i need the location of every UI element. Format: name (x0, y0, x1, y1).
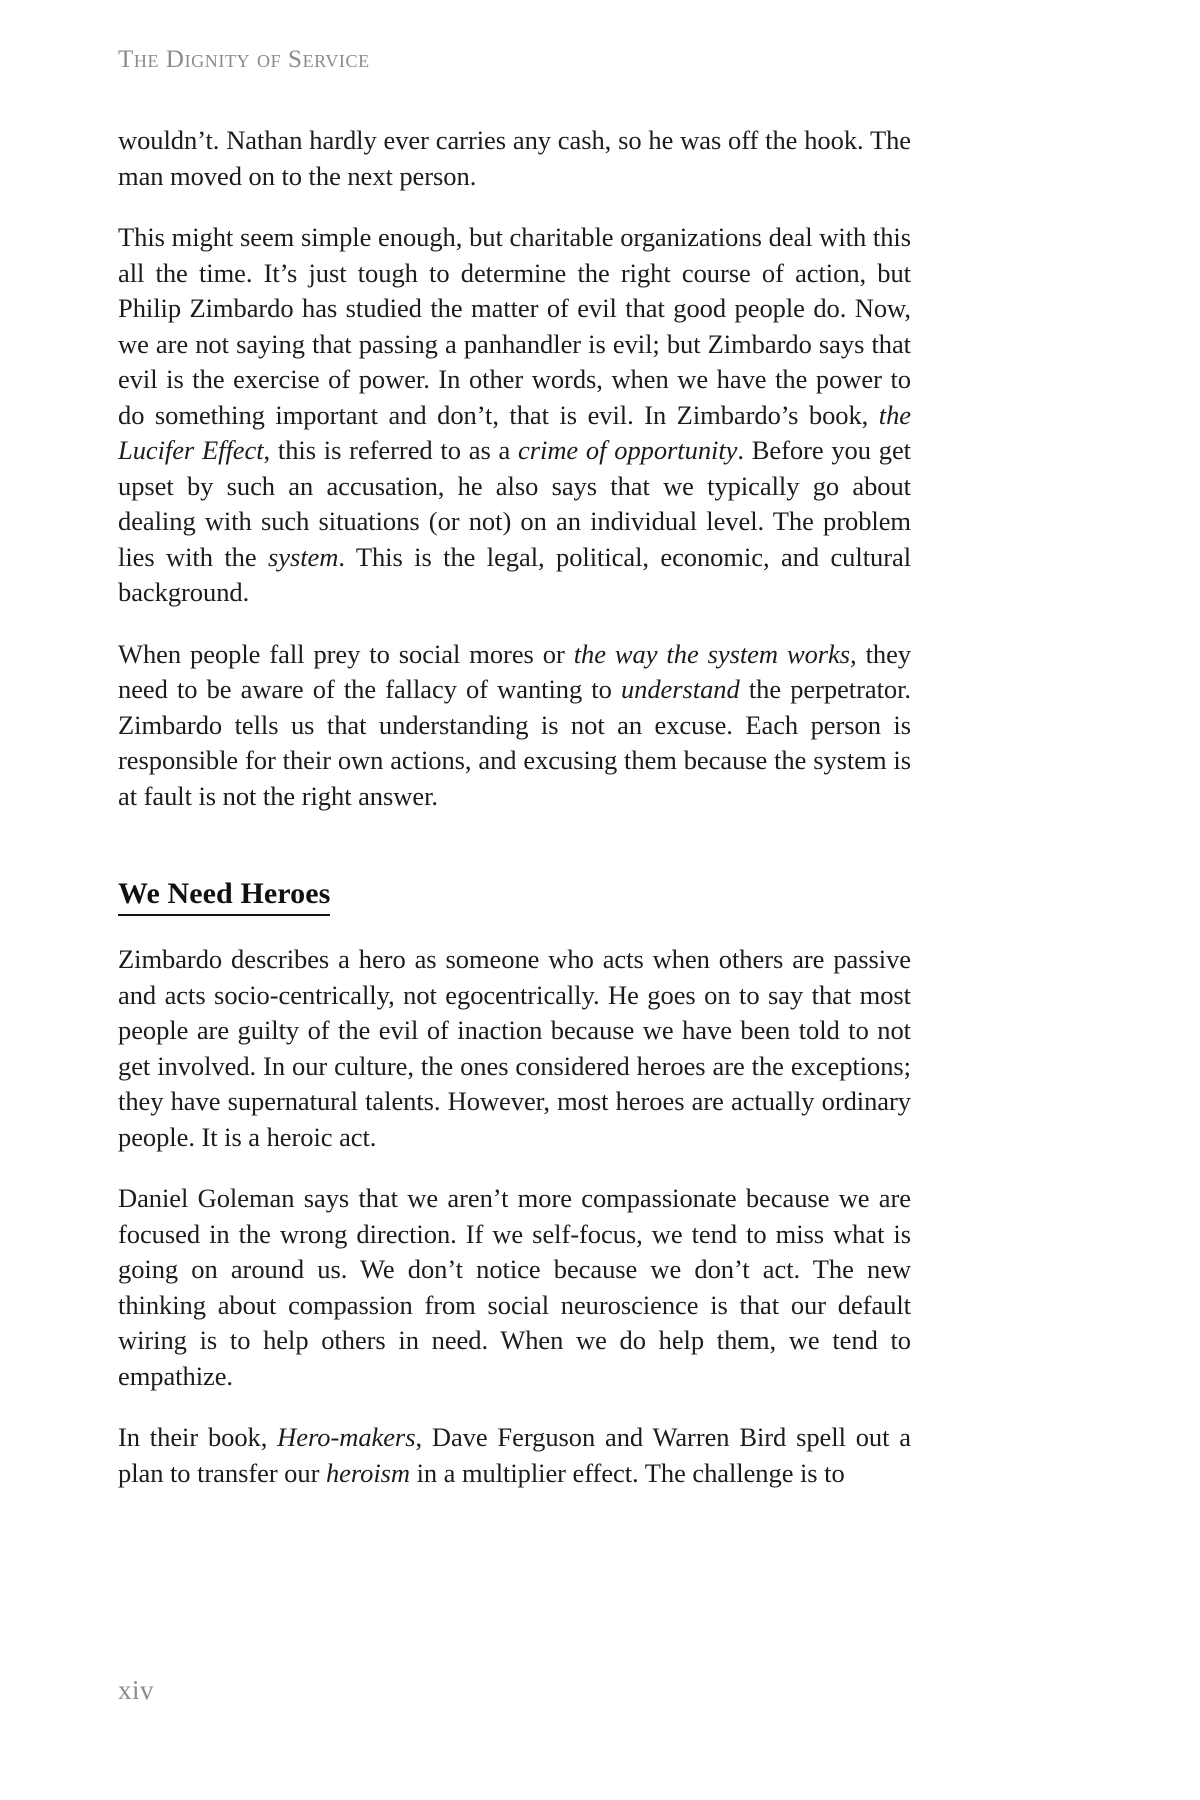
paragraph-2-run-2: , this is referred to as a (263, 435, 519, 465)
paragraph-2 (118, 220, 911, 611)
paragraph-2-run-4: . This is the legal, political, economic, and cultural background. (118, 541, 912, 607)
paragraph-5-run-1: Daniel Goleman says that we aren’t more compassionate because we are focused in the wrong direction. If we self-focus, we tend to miss what is going on around us. We don’t notice because we don’t act. The new thinking about compassion from social neuroscience is that our default wiring is to help others in need. When we do help them, we tend to empathize. (118, 1183, 911, 1391)
page-number: xiv (118, 1675, 155, 1705)
term-heroism: heroism (325, 1457, 410, 1488)
term-understand: understand (620, 674, 740, 704)
book-title-hero-makers: Hero-makers (277, 1422, 416, 1452)
paragraph-2-run-3: . Before you get upset by such an accusation, he also says that we typically go about dealing with such situations (or not) on an individual level. The problem lies with the (118, 435, 911, 572)
paragraph-5 (118, 1181, 911, 1394)
paragraph-4-run-1: Zimbardo describes a hero as someone who acts when others are passive and acts socio-centrically, not egocentrically. He goes on to say that most people are guilty of the evil of inaction because we have been told to not get involved. In our culture, the ones considered heroes are the exceptions; they have supernatural talents. However, most heroes are actually ordinary people. It is a heroic act. (118, 944, 911, 1152)
paragraph-6-run-2: , Dave Ferguson and Warren Bird spell out a plan to transfer our (118, 1422, 911, 1488)
paragraph-3-run-3: the perpetrator. Zimbardo tells us that understanding is not an excuse. Each person is responsible for their own actions, and excusing them because the system is at fault is not the right answer. (118, 674, 911, 811)
paragraph-3-run-2: they need to be aware of the fallacy of wanting to (118, 638, 911, 704)
book-title-lucifer-effect: the Lucifer Effect (118, 399, 911, 465)
section-heading-we-need-heroes: We Need Heroes (118, 876, 330, 916)
paragraph-6 (118, 1420, 911, 1491)
section-heading-wrap (118, 840, 911, 942)
paragraph-1-run-1: wouldn’t. Nathan hardly ever carries any cash, so he was off the hook. The man moved on to the next person. (118, 125, 911, 191)
phrase-crime-of-opportunity: crime of opportunity (518, 435, 738, 465)
running-head: The Dignity of Service (118, 46, 370, 73)
text-column (118, 123, 911, 1491)
paragraph-3-run-1: When people fall prey to social mores or (118, 638, 574, 669)
paragraph-4 (118, 942, 911, 1155)
paragraph-1 (118, 123, 911, 194)
paragraph-6-run-1: In their book, (118, 1422, 278, 1452)
term-system: system (267, 541, 339, 572)
phrase-the-way-the-system-works: the way the system works, (573, 638, 857, 669)
paragraph-2-run-1: This might seem simple enough, but charitable organizations deal with this all the time. It’s just tough to determine the right course of action, but Philip Zimbardo has studied the matter of evil that good people do. Now, we are not saying that passing a panhandler is evil; but Zimbardo says that evil is the exercise of power. In other words, when we have the power to do something important and don’t, that is evil. In Zimbardo’s book, (118, 222, 911, 430)
paragraph-6-run-3: in a multiplier effect. The challenge is to (410, 1457, 845, 1488)
paragraph-3 (118, 637, 911, 815)
